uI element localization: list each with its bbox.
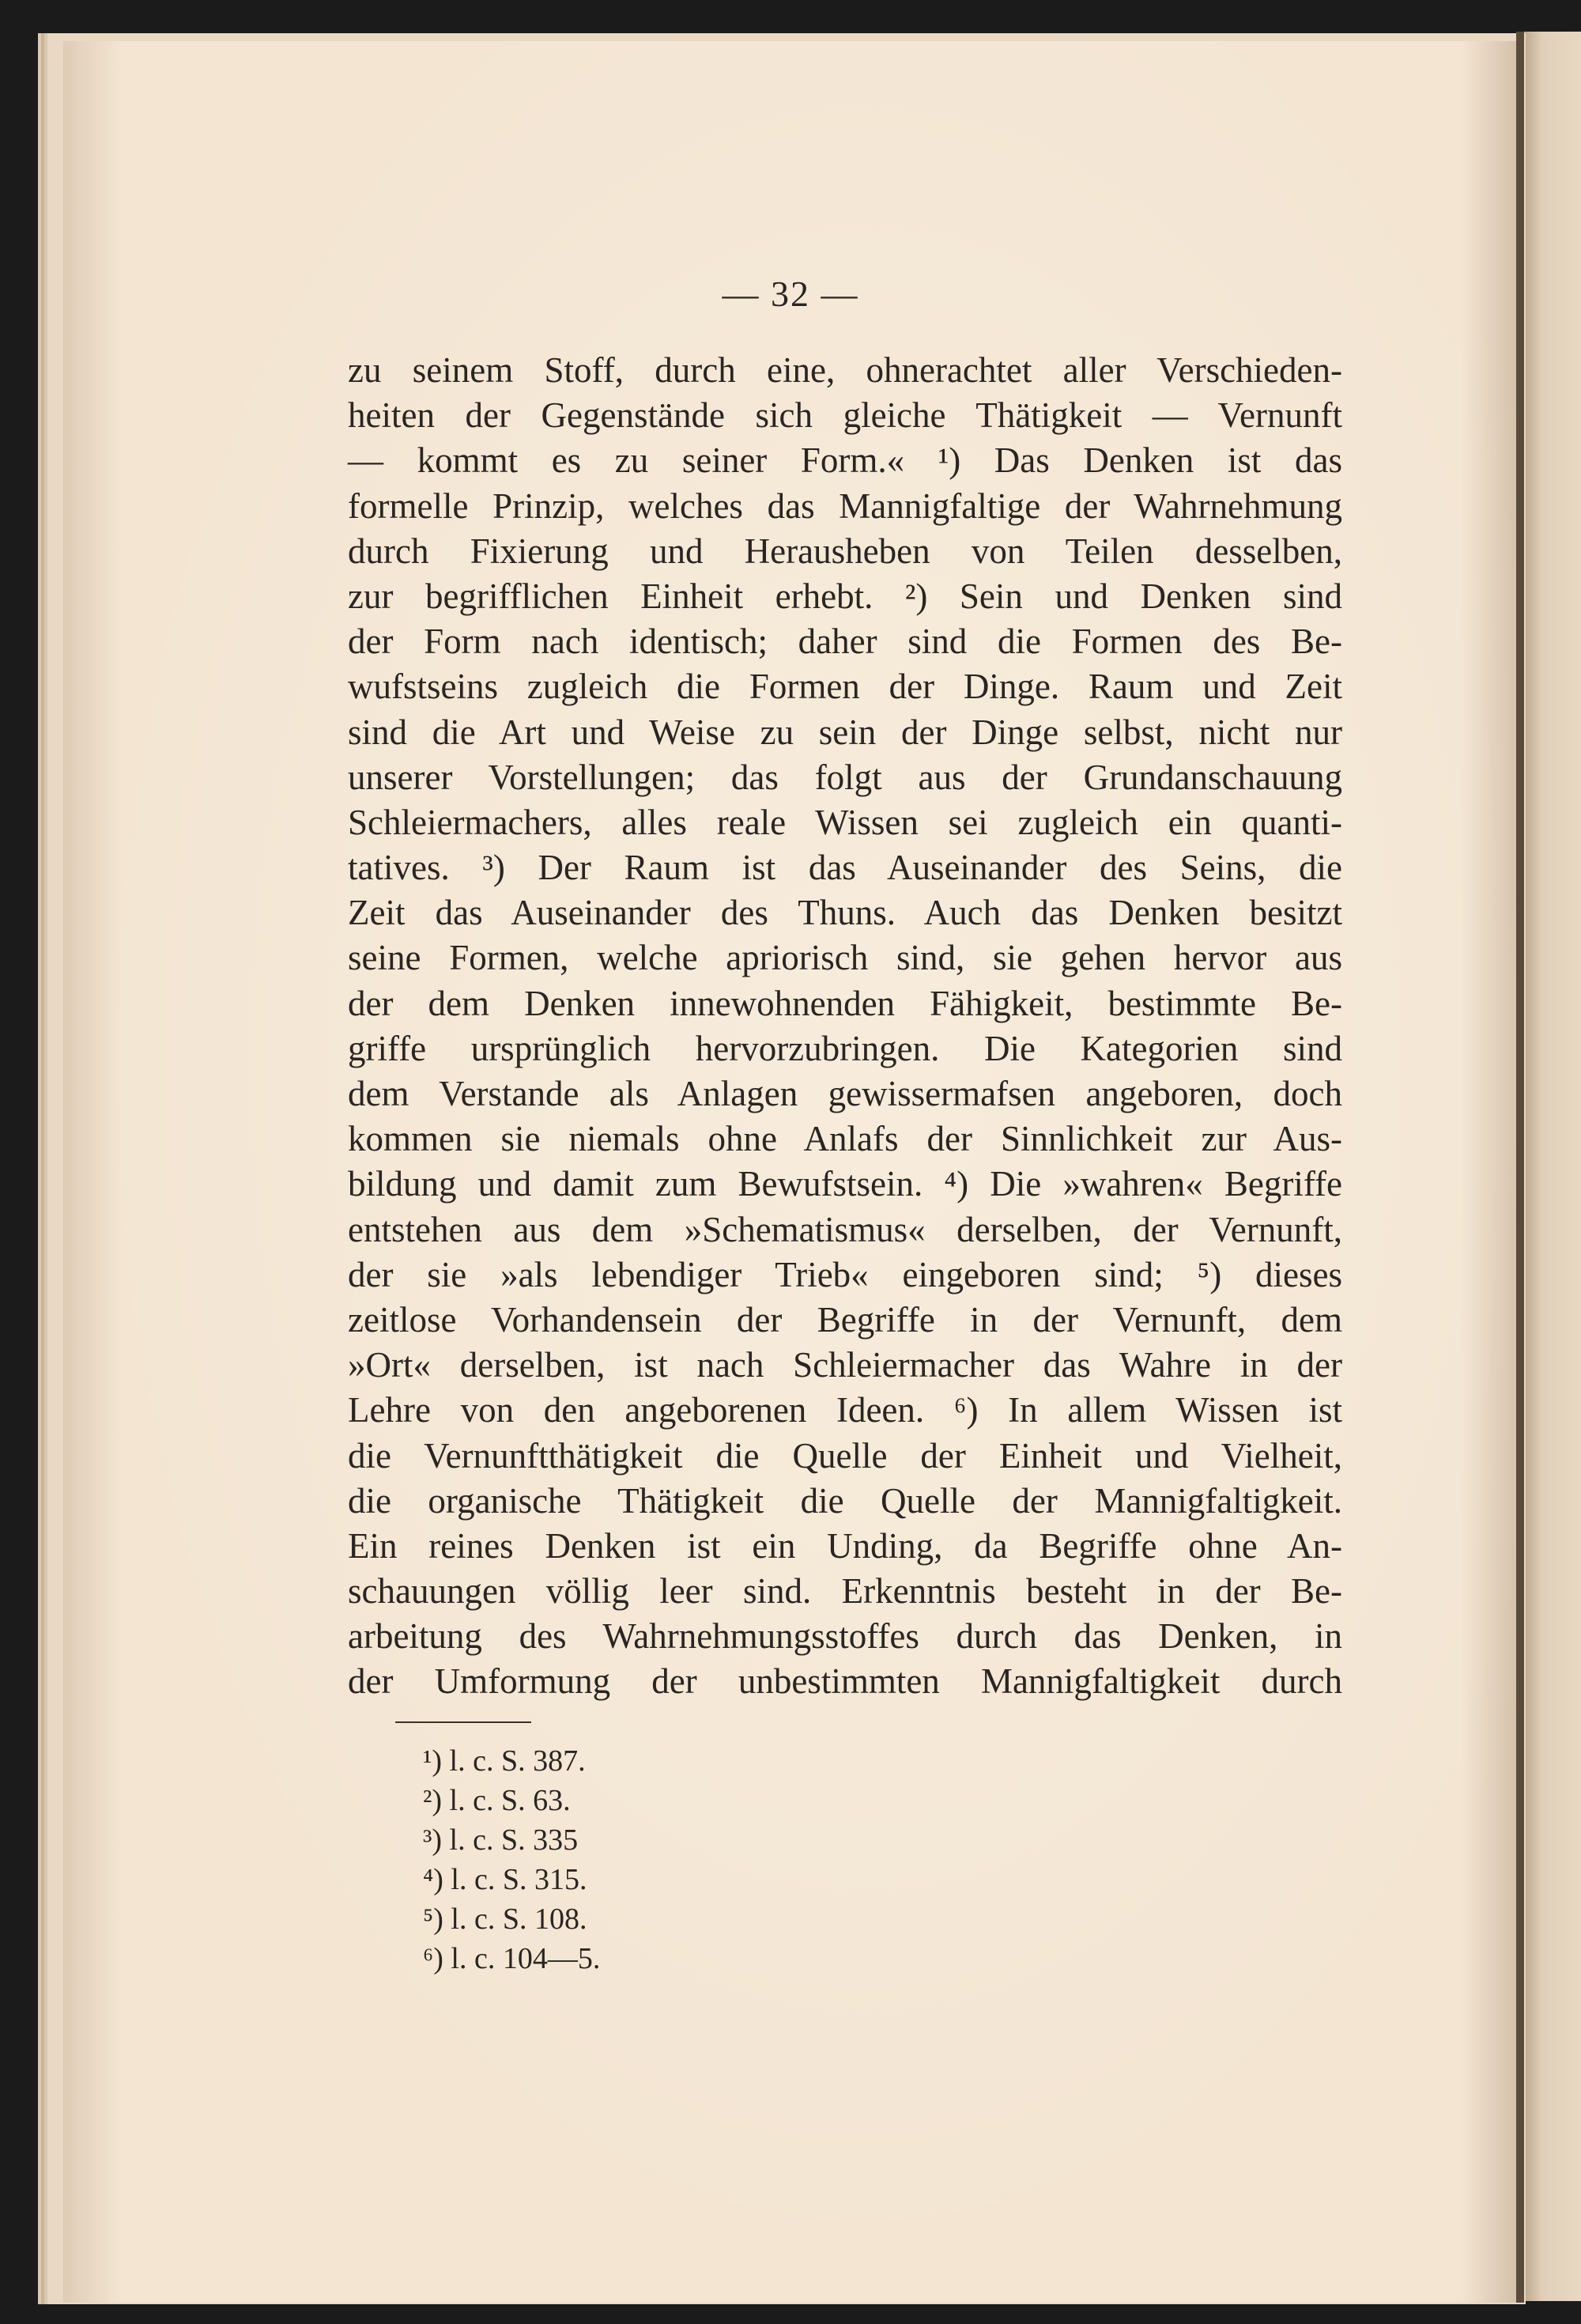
body-line: entstehen aus dem »Schematismus« derselben, der Vernunft, [348, 1209, 1342, 1249]
footnote: ¹) l. c. S. 387. [423, 1744, 586, 1778]
body-line: formelle Prinzip, welches das Mannigfaltige der Wahrnehmung [348, 486, 1342, 526]
body-line: arbeitung des Wahrnehmungsstoffes durch das Denken, in [348, 1616, 1342, 1657]
footnote: ⁴) l. c. S. 315. [423, 1863, 587, 1896]
body-line: der dem Denken innewohnenden Fähigkeit, bestimmte Be- [348, 983, 1342, 1023]
page-number: — 32 — [722, 274, 859, 314]
body-line: unserer Vorstellungen; das folgt aus der Grundanschauung [348, 757, 1342, 797]
footnotes [423, 1741, 600, 1978]
footnote: ²) l. c. S. 63. [423, 1784, 571, 1817]
body-line: die Vernunftthätigkeit die Quelle der Einheit und Vielheit, [348, 1435, 1342, 1476]
footnote: ⁶) l. c. 104—5. [423, 1942, 601, 1975]
body-line: zeitlose Vorhandensein der Begriffe in der Vernunft, dem [348, 1299, 1342, 1340]
body-line: zu seinem Stoff, durch eine, ohnerachtet aller Verschieden- [348, 350, 1342, 390]
body-line: tatives. ³) Der Raum ist das Auseinander des Seins, die [348, 848, 1342, 888]
body-line: kommen sie niemals ohne Anlafs der Sinnlichkeit zur Aus- [348, 1119, 1342, 1159]
footnote-divider [395, 1721, 531, 1723]
body-line: zur begrifflichen Einheit erhebt. ²) Sein und Denken sind [348, 576, 1342, 616]
body-line: die organische Thätigkeit die Quelle der Mannigfaltigkeit. [348, 1480, 1342, 1521]
body-line: der Form nach identisch; daher sind die Formen des Be- [348, 622, 1342, 662]
body-line: sind die Art und Weise zu sein der Dinge selbst, nicht nur [348, 712, 1342, 752]
page-gutter [1516, 32, 1524, 2303]
body-line: der Umformung der unbestimmten Mannigfaltigkeit durch [348, 1661, 1342, 1702]
body-line: der sie »als lebendiger Trieb« eingeboren sind; ⁵) dieses [348, 1254, 1342, 1294]
body-line: schauungen völlig leer sind. Erkenntnis besteht in der Be- [348, 1571, 1342, 1612]
adjacent-page-edge [1522, 32, 1581, 2301]
body-line: »Ort« derselben, ist nach Schleiermacher das Wahre in der [348, 1345, 1342, 1385]
body-line: Zeit das Auseinander des Thuns. Auch das Denken besitzt [348, 893, 1342, 933]
body-line: Ein reines Denken ist ein Unding, da Begriffe ohne An- [348, 1525, 1342, 1566]
body-line: Schleiermachers, alles reale Wissen sei zugleich ein quanti- [348, 802, 1342, 842]
body-line: seine Formen, welche apriorisch sind, sie gehen hervor aus [348, 938, 1342, 978]
body-text [348, 348, 1342, 1705]
body-line: wufstseins zugleich die Formen der Dinge. Raum und Zeit [348, 667, 1342, 707]
body-line: Lehre von den angeborenen Ideen. ⁶) In allem Wissen ist [348, 1390, 1342, 1430]
body-line: dem Verstande als Anlagen gewissermafsen angeboren, doch [348, 1074, 1342, 1113]
body-line: — kommt es zu seiner Form.« ¹) Das Denken ist das [348, 440, 1342, 481]
body-line: heiten der Gegenstände sich gleiche Thätigkeit — Vernunft [348, 395, 1342, 436]
body-line: griffe ursprünglich hervorzubringen. Die Kategorien sind [348, 1028, 1342, 1068]
body-line: bildung und damit zum Bewufstsein. ⁴) Die »wahren« Begriffe [348, 1164, 1342, 1204]
body-line: durch Fixierung und Herausheben von Teilen desselben, [348, 531, 1342, 571]
footnote: ³) l. c. S. 335 [423, 1823, 579, 1857]
footnote: ⁵) l. c. S. 108. [423, 1903, 587, 1936]
